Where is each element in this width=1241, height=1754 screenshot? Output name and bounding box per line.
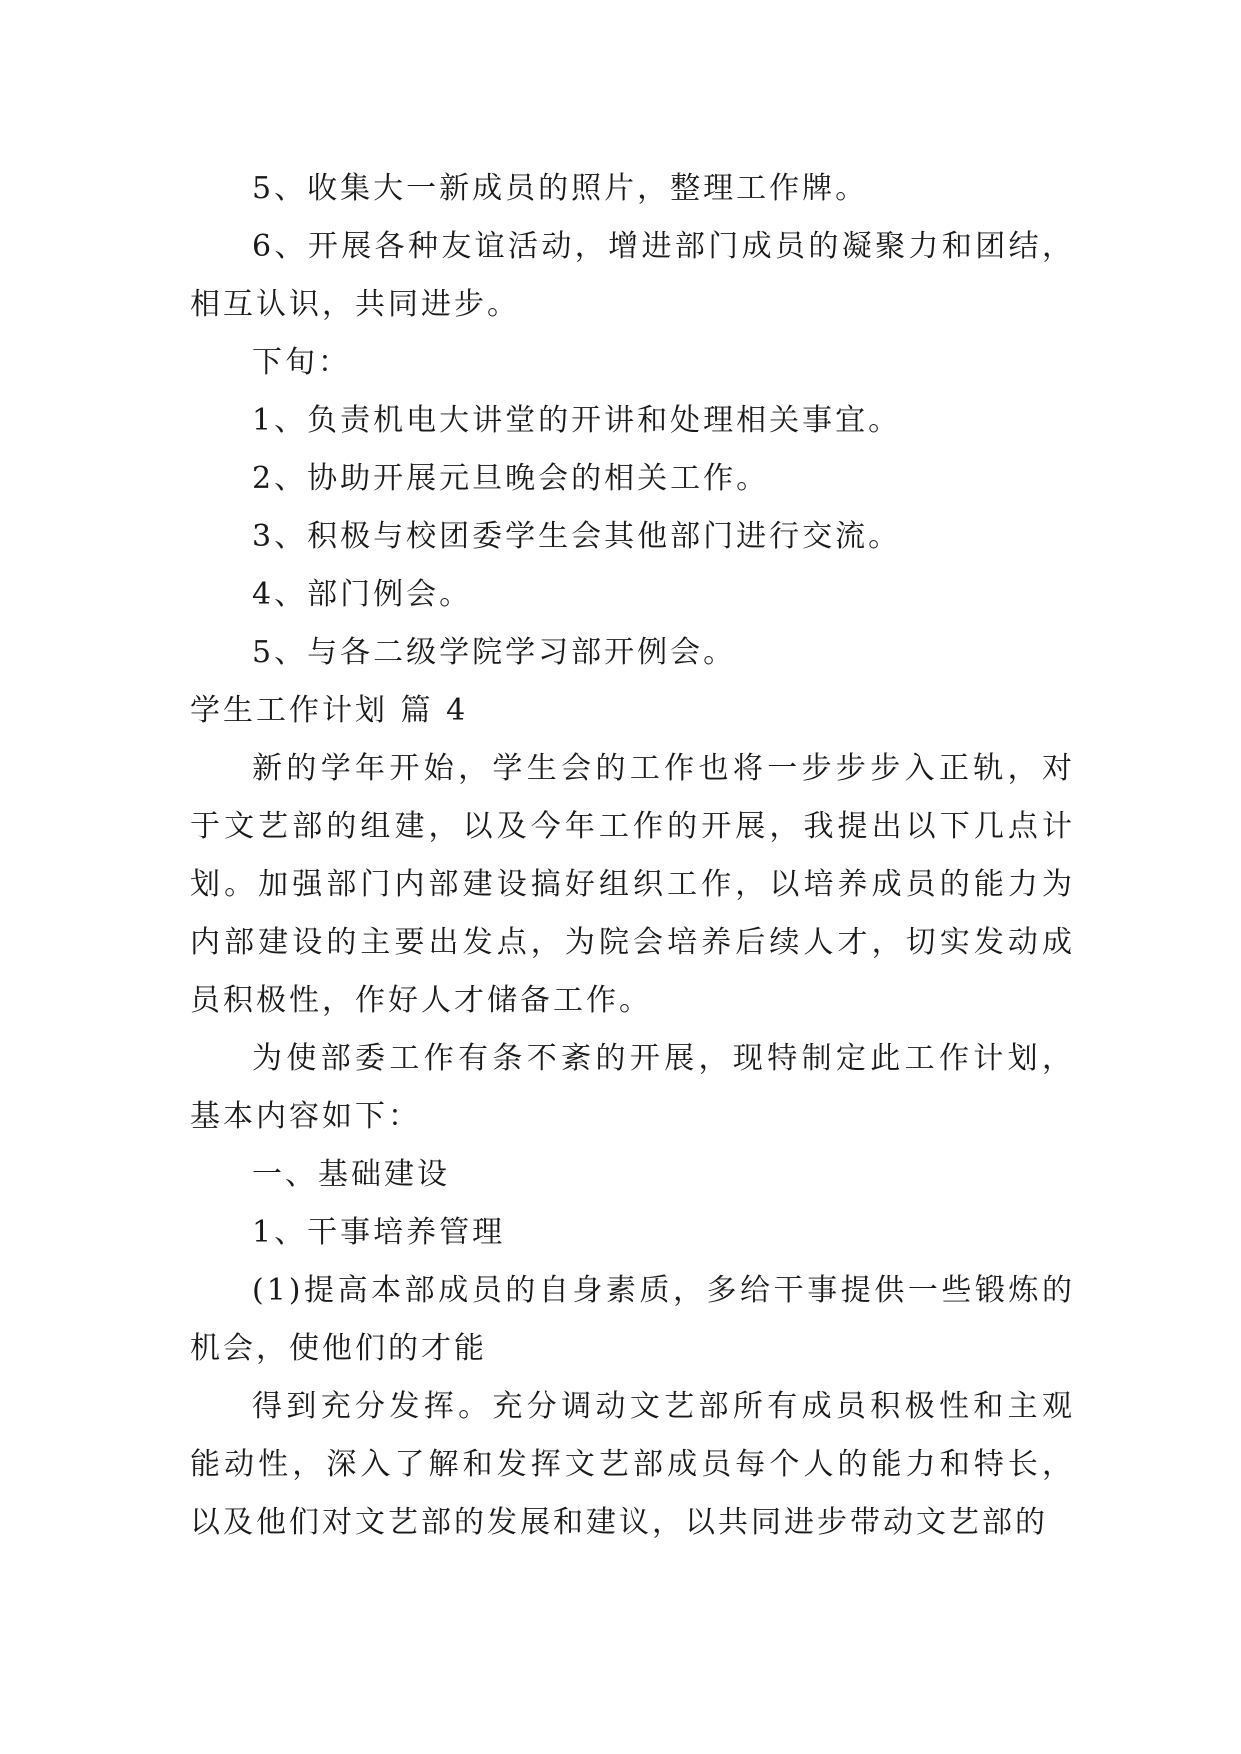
paragraph: 1、干事培养管理 (252, 1215, 506, 1250)
paragraph: 5、收集大一新成员的照片，整理工作牌。 (252, 171, 869, 206)
section-title: 学生工作计划 篇 4 (190, 693, 469, 728)
paragraph: 为使部委工作有条不紊的开展，现特制定此工作计划，基本内容如下： (190, 1041, 1075, 1134)
paragraph: (1)提高本部成员的自身素质，多给干事提供一些锻炼的机会，使他们的才能 (190, 1273, 1075, 1366)
paragraph: 下旬： (252, 345, 351, 380)
document-body (190, 160, 1075, 1552)
paragraph: 3、积极与校团委学生会其他部门进行交流。 (252, 519, 902, 554)
paragraph: 5、与各二级学院学习部开例会。 (252, 635, 737, 670)
paragraph: 6、开展各种友谊活动，增进部门成员的凝聚力和团结，相互认识，共同进步。 (190, 229, 1075, 322)
paragraph: 一、基础建设 (252, 1157, 450, 1192)
paragraph: 得到充分发挥。充分调动文艺部所有成员积极性和主观能动性，深入了解和发挥文艺部成员每个人的能力和特长，以及他们对文艺部的发展和建议，以共同进步带动文艺部的 (190, 1389, 1075, 1540)
paragraph: 2、协助开展元旦晚会的相关工作。 (252, 461, 770, 496)
paragraph: 1、负责机电大讲堂的开讲和处理相关事宜。 (252, 403, 902, 438)
paragraph: 新的学年开始，学生会的工作也将一步步步入正轨，对于文艺部的组建，以及今年工作的开展，我提出以下几点计划。加强部门内部建设搞好组织工作，以培养成员的能力为内部建设的主要出发点，为院会培养后续人才，切实发动成员积极性，作好人才储备工作。 (190, 751, 1075, 1018)
paragraph: 4、部门例会。 (252, 577, 473, 612)
